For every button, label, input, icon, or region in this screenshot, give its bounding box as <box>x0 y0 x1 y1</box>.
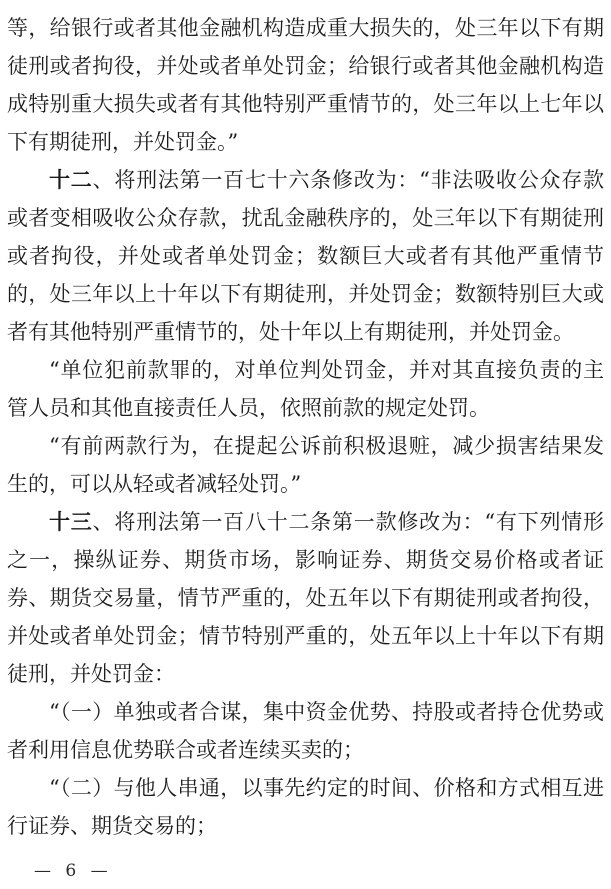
body-text: 、将刑法第一百七十六条修改为：“非法吸收公众存款 <box>92 168 605 192</box>
body-text: 等，给银行或者其他金融机构造成重大损失的，处三年以下有期 <box>7 16 604 40</box>
text-line <box>7 693 604 731</box>
text-line <box>7 579 604 617</box>
text-line <box>7 769 604 807</box>
text-line <box>7 313 604 351</box>
text-line <box>7 807 604 845</box>
text-line <box>7 275 604 313</box>
body-text: 、将刑法第一百八十二条第一款修改为：“有下列情形 <box>92 510 605 534</box>
body-text: 下有期徒刑，并处罚金。” <box>7 130 239 154</box>
text-line <box>7 503 604 541</box>
body-text: 并处或者单处罚金；情节特别严重的，处五年以上十年以下有期 <box>7 624 604 648</box>
body-text: 者利用信息优势联合或者连续买卖的； <box>7 738 364 762</box>
body-text: 的，处三年以上十年以下有期徒刑，并处罚金；数额特别巨大或 <box>7 282 604 306</box>
page-number: — 6 — <box>34 861 108 881</box>
body-text: 管人员和其他直接责任人员，依照前款的规定处罚。 <box>7 396 490 420</box>
document-body <box>7 9 604 845</box>
body-text: “单位犯前款罪的，对单位判处罚金，并对其直接负责的主 <box>49 358 604 382</box>
body-text: 行证券、期货交易的； <box>7 814 217 838</box>
body-text: 生的，可以从轻或者减轻处罚。” <box>7 472 302 496</box>
text-line <box>7 655 604 693</box>
text-line <box>7 47 604 85</box>
text-line <box>7 9 604 47</box>
body-text: “有前两款行为，在提起公诉前积极退赃，减少损害结果发 <box>49 434 604 458</box>
text-line <box>7 541 604 579</box>
text-line <box>7 85 604 123</box>
body-text: 者有其他特别严重情节的，处十年以上有期徒刑，并处罚金。 <box>7 320 574 344</box>
section-ordinal-bold: 十三 <box>49 509 93 534</box>
text-line <box>7 427 604 465</box>
text-line <box>7 237 604 275</box>
text-line <box>7 389 604 427</box>
section-ordinal-bold: 十二 <box>49 167 93 192</box>
body-text: 徒刑或者拘役，并处或者单处罚金；给银行或者其他金融机构造 <box>7 54 604 78</box>
text-line <box>7 465 604 503</box>
text-line <box>7 351 604 389</box>
text-line <box>7 617 604 655</box>
body-text: 或者拘役，并处或者单处罚金；数额巨大或者有其他严重情节 <box>7 244 604 268</box>
body-text: 成特别重大损失或者有其他特别严重情节的，处三年以上七年以 <box>7 92 604 116</box>
body-text: 券、期货交易量，情节严重的，处五年以下有期徒刑或者拘役， <box>7 586 604 610</box>
text-line <box>7 199 604 237</box>
text-line <box>7 731 604 769</box>
text-line <box>7 161 604 199</box>
body-text: 之一，操纵证券、期货市场，影响证券、期货交易价格或者证 <box>7 548 604 572</box>
body-text: “（二）与他人串通，以事先约定的时间、价格和方式相互进 <box>49 776 604 800</box>
text-line <box>7 123 604 161</box>
body-text: “（一）单独或者合谋，集中资金优势、持股或者持仓优势或 <box>49 700 604 724</box>
body-text: 或者变相吸收公众存款，扰乱金融秩序的，处三年以下有期徒刑 <box>7 206 604 230</box>
body-text: 徒刑，并处罚金： <box>7 662 175 686</box>
